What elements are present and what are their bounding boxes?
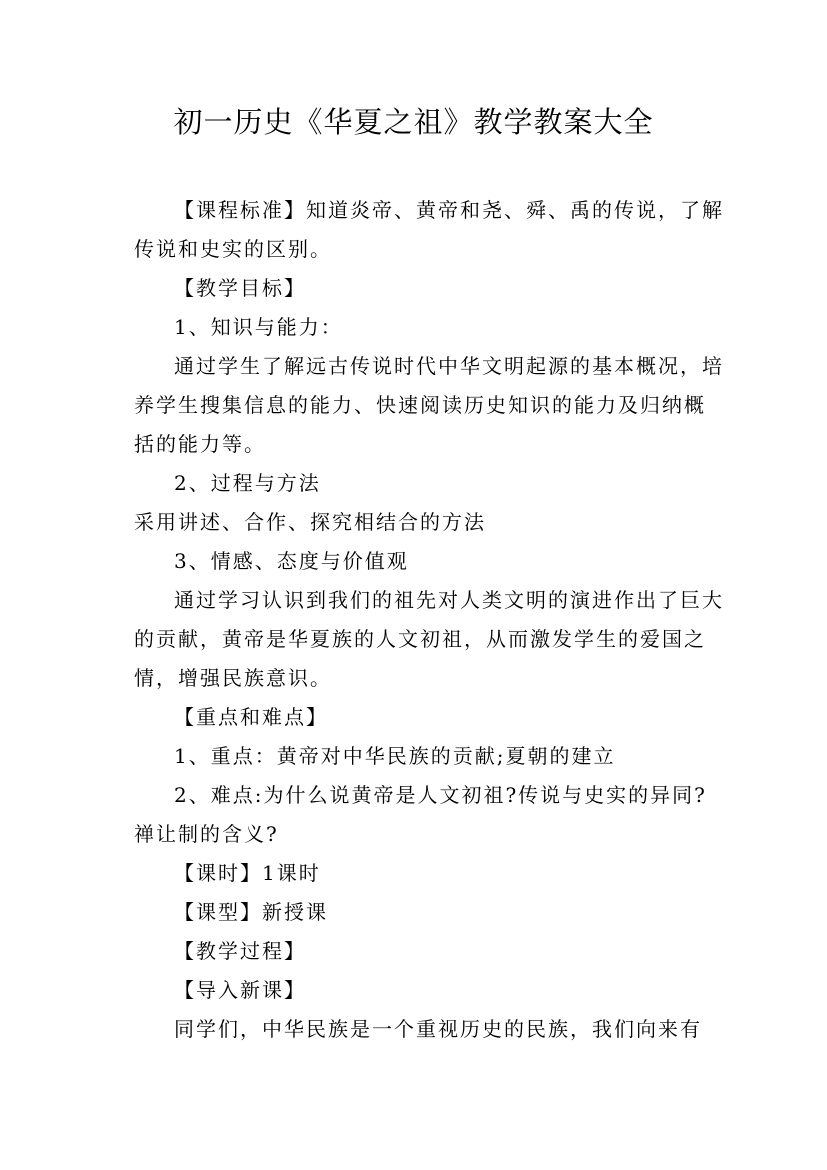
paragraph-teaching-objectives-heading: 【教学目标】 xyxy=(174,276,306,300)
paragraph-class-hours: 【课时】1课时 xyxy=(174,861,321,885)
paragraph-knowledge-ability: 通过学生了解远古传说时代中华文明起源的基本概况，培养学生搜集信息的能力、快速阅读历史知识的能力及归纳概括的能力等。 xyxy=(134,354,724,456)
paragraph-key-difficult-heading: 【重点和难点】 xyxy=(174,705,328,729)
paragraph-key-point: 1、重点：黄帝对中华民族的贡献;夏朝的建立 xyxy=(174,744,616,768)
paragraph-curriculum-standard: 【课程标准】知道炎帝、黄帝和尧、舜、禹的传说，了解传说和史实的区别。 xyxy=(134,198,724,261)
document-title: 初一历史《华夏之祖》教学教案大全 xyxy=(173,105,654,139)
paragraph-process-method-heading: 2、过程与方法 xyxy=(174,471,321,495)
paragraph-difficult-point: 2、难点:为什么说黄帝是人文初祖?传说与史实的异同?禅让制的含义? xyxy=(134,783,707,846)
paragraph-emotion-values-heading: 3、情感、态度与价值观 xyxy=(174,549,409,573)
paragraph-lesson-type: 【课型】新授课 xyxy=(174,900,328,924)
paragraph-knowledge-ability-heading: 1、知识与能力： xyxy=(174,315,343,339)
paragraph-process-method: 采用讲述、合作、探究相结合的方法 xyxy=(134,510,486,534)
paragraph-emotion-values: 通过学习认识到我们的祖先对人类文明的演进作出了巨大的贡献，黄帝是华夏族的人文初祖，从而激发学生的爱国之情，增强民族意识。 xyxy=(134,588,724,690)
paragraph-lesson-intro: 同学们，中华民族是一个重视历史的民族，我们向来有 xyxy=(174,1017,702,1041)
document-body xyxy=(134,191,724,1049)
paragraph-teaching-process-heading: 【教学过程】 xyxy=(174,939,306,963)
paragraph-lesson-intro-heading: 【导入新课】 xyxy=(174,978,306,1002)
